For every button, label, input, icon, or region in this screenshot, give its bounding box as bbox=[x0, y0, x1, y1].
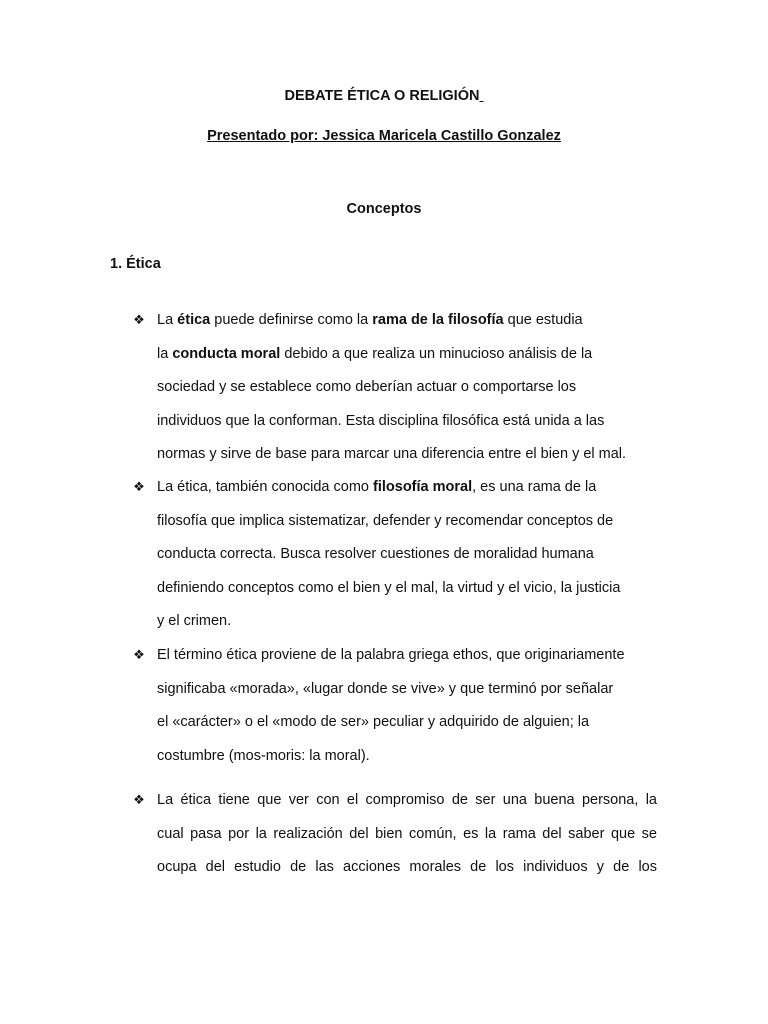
line-text: puede definirse como la bbox=[210, 312, 373, 328]
line-text: y el crimen. bbox=[157, 613, 232, 629]
line-text: el «carácter» o el «modo de ser» peculiar y adquirido de alguien; la bbox=[157, 714, 590, 730]
line-text: costumbre (mos-moris: la moral). bbox=[157, 747, 370, 764]
line-text: definiendo conceptos como el bien y el mal, la virtud y el vicio, la justicia bbox=[157, 579, 621, 596]
bullet-line bbox=[157, 612, 657, 630]
line-text: El término ética proviene de la palabra griega ethos, que originariamente bbox=[157, 647, 625, 663]
line-text: La bbox=[157, 312, 178, 328]
bullet-line bbox=[157, 825, 657, 843]
line-text: la bbox=[157, 345, 173, 362]
section-title bbox=[0, 201, 768, 217]
diamond-bullet-icon: ❖ bbox=[133, 312, 145, 327]
title-text: DEBATE ÉTICA O RELIGIÓN bbox=[284, 88, 480, 104]
line-text: La ética tiene que ver con el compromiso de ser una buena persona, la bbox=[157, 792, 657, 808]
diamond-bullet-icon: ❖ bbox=[133, 647, 145, 662]
heading-text: 1. Ética bbox=[110, 256, 161, 272]
bullet-line bbox=[157, 791, 657, 809]
bold-term: conducta moral bbox=[172, 345, 281, 362]
line-text: sociedad y se establece como deberían actuar o comportarse los bbox=[157, 379, 577, 395]
bullet-line bbox=[157, 311, 657, 329]
bullet-line bbox=[157, 378, 657, 396]
bullet-line bbox=[157, 713, 657, 731]
line-text: cual pasa por la realización del bien común, es la rama del saber que se bbox=[157, 825, 657, 842]
bullet-line bbox=[157, 512, 657, 530]
diamond-bullet-icon: ❖ bbox=[133, 479, 145, 494]
line-text: La ética, también conocida como bbox=[157, 479, 374, 495]
bullet-line bbox=[157, 579, 657, 597]
bold-term: ética bbox=[177, 312, 211, 328]
bullet-line bbox=[157, 646, 657, 664]
document-title bbox=[0, 88, 768, 104]
bullet-line bbox=[157, 412, 657, 430]
line-text: debido a que realiza un minucioso análisis de la bbox=[280, 345, 593, 362]
bullet-line bbox=[157, 858, 657, 876]
bullet-line bbox=[157, 445, 657, 463]
line-text: conducta correcta. Busca resolver cuestiones de moralidad humana bbox=[157, 546, 594, 562]
line-text: que estudia bbox=[503, 312, 583, 328]
presenter-line bbox=[0, 128, 768, 144]
bullet-line bbox=[157, 680, 657, 698]
bold-term: rama de la filosofía bbox=[372, 312, 504, 328]
heading-etica bbox=[110, 256, 161, 272]
title-trailing-underline bbox=[479, 88, 483, 104]
line-text: significaba «morada», «lugar donde se vive» y que terminó por señalar bbox=[157, 680, 614, 697]
line-text: ocupa del estudio de las acciones morales de los individuos y de los bbox=[157, 859, 657, 875]
bold-term: filosofía moral bbox=[373, 479, 473, 495]
diamond-bullet-icon: ❖ bbox=[133, 792, 145, 807]
line-text: normas y sirve de base para marcar una diferencia entre el bien y el mal. bbox=[157, 446, 627, 462]
line-text: individuos que la conforman. Esta disciplina filosófica está unida a las bbox=[157, 412, 605, 429]
bullet-line bbox=[157, 345, 657, 363]
bullet-line bbox=[157, 545, 657, 563]
section-title-text: Conceptos bbox=[346, 201, 422, 217]
line-text: filosofía que implica sistematizar, defender y recomendar conceptos de bbox=[157, 512, 614, 529]
bullet-line bbox=[157, 478, 657, 496]
line-text: , es una rama de la bbox=[472, 479, 597, 495]
presenter-text: Presentado por: Jessica Maricela Castillo Gonzalez bbox=[207, 128, 561, 144]
bullet-line bbox=[157, 747, 657, 765]
